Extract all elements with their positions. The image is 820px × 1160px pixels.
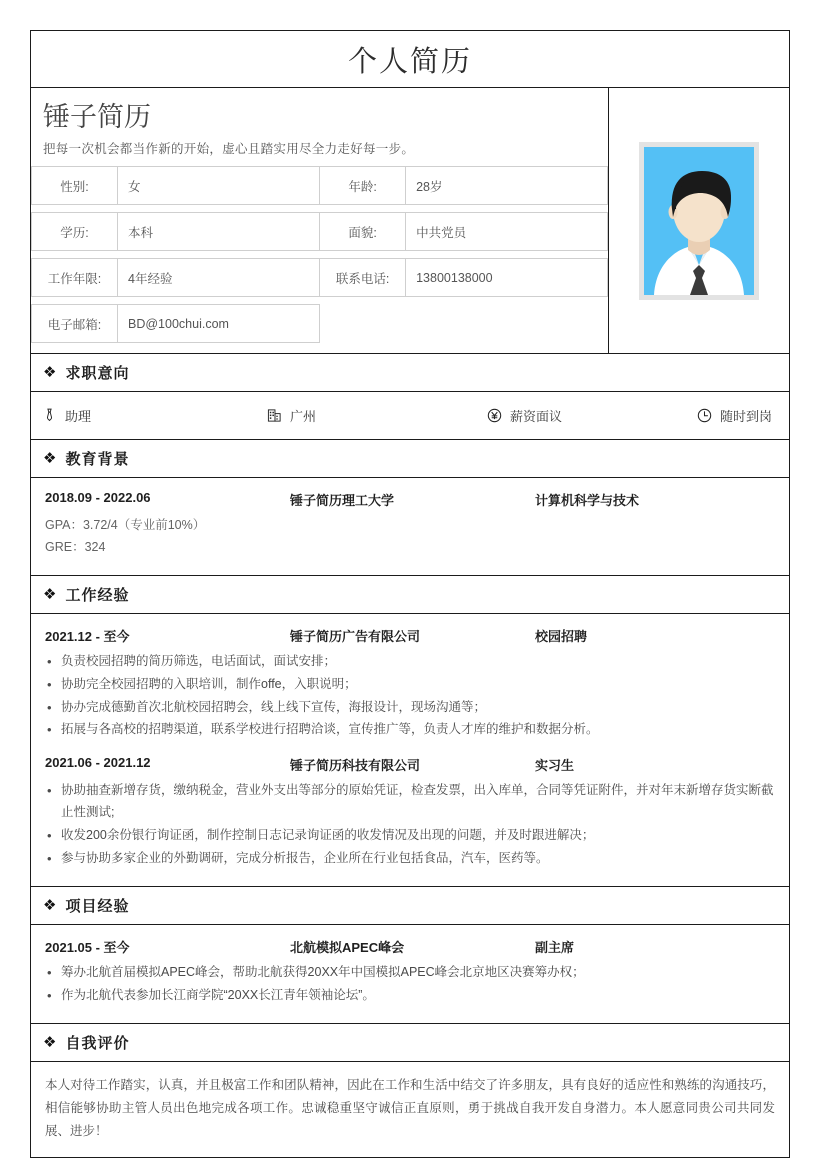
table-row [32,305,608,343]
list-item: • 收发200余份银行询证函，制作控制日志记录询证函的收发情况及出现的问题，并及时跟进解决； [45,825,775,847]
intention-row [31,392,789,440]
info-label-age: 年龄: [320,167,406,205]
section-title-project: 项目经验 [65,897,130,915]
section-title-evaluation: 自我评价 [65,1034,130,1052]
clock-icon-svg [697,408,712,423]
profile-photo-area [609,88,789,353]
work-role: 实习生 [535,758,575,774]
diamond-icon: ❖ [43,896,57,914]
clock-icon [696,407,713,424]
intention-position-label: 助理 [65,409,92,425]
education-gpa: GPA：3.72/4（专业前10%） [45,518,206,533]
info-label-experience: 工作年限: [32,259,118,297]
info-value-education: 本科 [118,213,320,251]
profile-left [31,88,609,353]
section-header-evaluation [31,1024,789,1062]
building-icon [266,407,283,424]
work-bullets [45,651,775,742]
section-header-work [31,576,789,614]
project-date: 2021.05 - 至今 [45,939,130,955]
info-value-phone: 13800138000 [406,259,608,297]
avatar-frame [639,142,759,300]
project-name: 北航模拟APEC峰会 [290,939,405,955]
info-value-gender: 女 [118,167,320,205]
intention-city-label: 广州 [290,409,317,425]
education-date: 2018.09 - 2022.06 [45,490,151,506]
building-icon-svg [267,408,282,423]
section-header-intention [31,354,789,392]
evaluation-text: 本人对待工作踏实，认真，并且极富工作和团队精神，因此在工作和生活中结交了许多朋友，具有良好的适应性和熟练的沟通技巧，相信能够协助主管人员出色地完成各项工作。忠诚稳重坚守诚信正直原则，勇于挑战自我开发自身潜力。本人愿意同贵公司共同发展、进步！ [45,1077,775,1138]
intention-salary-label: 薪资面议 [510,409,563,425]
info-empty-cell [320,305,406,343]
info-label-email: 电子邮箱: [32,305,118,343]
table-row [32,213,608,251]
info-label-gender: 性别: [32,167,118,205]
yen-circle-icon [486,407,503,424]
section-title-intention: 求职意向 [65,365,130,383]
project-bullets [45,962,775,1007]
page-title: 个人简历 [347,45,472,78]
table-spacer [32,205,608,213]
necktie-icon [41,407,58,424]
personal-info-table [31,166,608,343]
avatar-illustration-icon [644,147,754,295]
diamond-icon: ❖ [43,364,57,382]
necktie-icon-svg [42,408,57,423]
work-entry-head [45,755,775,774]
section-title-education: 教育背景 [65,451,130,469]
list-item: • 协助完全校园招聘的入职培训，制作offe，入职说明； [45,674,775,696]
work-bullets [45,780,775,870]
list-item: • 协办完成德勤首次北航校园招聘会，线上线下宣传，海报设计，现场沟通等； [45,697,775,719]
project-entry-head [45,937,775,956]
work-company: 锤子简历广告有限公司 [290,628,421,644]
education-school: 锤子简历理工大学 [290,493,395,509]
project-body [31,925,789,1024]
list-item: • 协助抽查新增存货，缴纳税金，营业外支出等部分的原始凭证，检查发票，出入库单，合同等凭证附件，并对年末新增存货实断截止性测试; [45,780,775,824]
work-date: 2021.06 - 2021.12 [45,755,151,771]
info-value-political-status: 中共党员 [406,213,608,251]
intention-availability-label: 随时到岗 [720,409,773,425]
work-body [31,614,789,887]
work-entry [45,755,775,870]
project-entry [45,937,775,1007]
diamond-icon: ❖ [43,450,57,468]
evaluation-body [31,1062,789,1157]
info-label-phone: 联系电话: [320,259,406,297]
work-date: 2021.12 - 至今 [45,628,130,644]
education-body [31,478,789,576]
list-item: • 筹办北航首届模拟APEC峰会，帮助北航获得20XX年中国模拟APEC峰会北京地区决赛筹办权； [45,962,775,984]
candidate-motto: 把每一次机会都当作新的开始，虚心且踏实用尽全力走好每一步。 [43,142,415,157]
work-company: 锤子简历科技有限公司 [290,758,421,774]
yen-circle-icon-svg [487,408,502,423]
document-title-bar [31,31,789,88]
list-item: • 作为北航代表参加长江商学院“20XX长江青年领袖论坛”。 [45,985,775,1007]
work-role: 校园招聘 [535,628,588,644]
diamond-icon: ❖ [43,585,57,603]
section-header-education [31,440,789,478]
list-item: • 拓展与各高校的招聘渠道，联系学校进行招聘洽谈，宣传推广等，负责人才库的维护和数据分析。 [45,719,775,741]
table-row [32,259,608,297]
education-major: 计算机科学与技术 [535,493,640,509]
info-value-experience: 4年经验 [118,259,320,297]
intention-city [266,406,486,425]
section-header-project [31,887,789,925]
education-gre: GRE：324 [45,539,106,554]
project-role: 副主席 [535,939,575,955]
table-spacer [32,297,608,305]
info-value-age: 28岁 [406,167,608,205]
avatar [644,147,754,295]
work-entry-head [45,626,775,645]
intention-position [41,406,266,425]
list-item: • 参与协助多家企业的外勤调研，完成分析报告，企业所在行业包括食品，汽车，医药等。 [45,848,775,870]
info-label-political-status: 面貌: [320,213,406,251]
work-entry [45,626,775,742]
list-item: • 负责校园招聘的简历筛选，电话面试，面试安排； [45,651,775,673]
education-entry [45,490,775,559]
table-spacer [32,251,608,259]
candidate-name: 锤子简历 [43,102,151,132]
education-entry-head [45,490,775,509]
resume-container [30,30,790,1158]
diamond-icon: ❖ [43,1033,57,1051]
info-label-education: 学历: [32,213,118,251]
intention-salary [486,406,696,425]
intention-availability [696,406,772,425]
profile-header [31,88,789,354]
info-empty-cell [406,305,608,343]
section-title-work: 工作经验 [65,586,130,604]
table-row [32,167,608,205]
info-value-email: BD@100chui.com [118,305,320,343]
